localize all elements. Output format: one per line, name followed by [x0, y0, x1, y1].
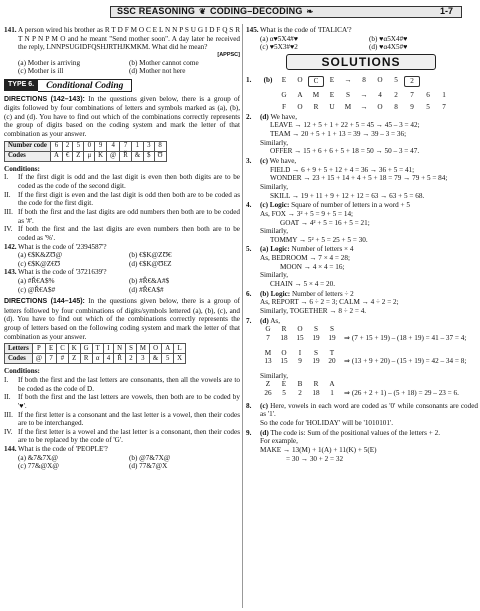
table-cell: & — [149, 354, 161, 364]
logic-label: Logic: — [270, 289, 291, 298]
table-cell: Z — [68, 354, 80, 364]
table-cell: Ʊ — [154, 151, 166, 161]
table-row — [5, 151, 167, 161]
condition-number: II. — [4, 190, 11, 199]
condition-item — [4, 376, 240, 393]
answer-number: 4. — [246, 201, 252, 210]
condition-number: III. — [4, 410, 13, 419]
answer-option: (a) — [260, 245, 269, 254]
code-char: 9 — [410, 103, 414, 112]
option-c: (c) @Ř€A$# — [18, 285, 56, 294]
table-cell: 9 — [95, 141, 107, 151]
answer-line: = 30 → 30 + 2 = 32 — [286, 454, 344, 463]
condition-item — [4, 225, 240, 242]
table-cell: T — [92, 344, 103, 354]
table-header-cell: Codes — [5, 151, 51, 161]
table-cell: N — [114, 344, 126, 354]
arrow-icon: → — [360, 103, 368, 112]
answer-line: Number of letters × 4 — [289, 245, 354, 254]
table-cell: μ — [84, 151, 95, 161]
answer-line: We have, — [270, 112, 298, 121]
option-a: (a) &7&7X@ — [18, 453, 58, 462]
number-row — [260, 389, 478, 398]
table-cell: K — [95, 151, 107, 161]
question-text: What is the code of 'ITALICA'? — [260, 26, 352, 34]
question-number: 144. — [4, 445, 17, 454]
letter-row — [260, 325, 478, 334]
number-row — [260, 334, 478, 343]
position-number: 15 — [280, 357, 288, 366]
letter: O — [281, 348, 287, 357]
answer-option: (c) — [260, 157, 268, 166]
condition-item — [4, 428, 240, 445]
code-char: U — [329, 103, 335, 112]
directions-144-145 — [4, 297, 240, 341]
right-column — [246, 26, 478, 464]
question-number: 145. — [246, 26, 259, 34]
letter: G — [265, 325, 271, 334]
page-header — [0, 0, 480, 22]
answer-line: TEAM → 20 + 5 + 1 + 13 = 39 → 39 – 3 = 36; — [270, 130, 407, 139]
condition-text: If the first digit is even and the last digit is odd then both are to be coded as the code for the first digit. — [18, 190, 240, 208]
answer-4 — [246, 201, 478, 244]
question-text: What is the code of '3721639'? — [18, 268, 107, 277]
ornament-icon: ❦ — [199, 7, 207, 16]
code-char: 5 — [426, 103, 430, 112]
table-row — [5, 344, 186, 354]
question-142 — [4, 243, 240, 252]
question-142-options — [4, 251, 240, 268]
ornament-icon: ❧ — [306, 7, 314, 16]
directions-heading: DIRECTIONS (142–143): — [4, 95, 85, 103]
code-char: 7 — [442, 103, 446, 112]
question-number: 142. — [4, 242, 17, 251]
answer-line: OFFER → 15 + 6 + 6 + 5 + 18 = 50 → 50 – 3 = 47. — [270, 147, 420, 156]
table-cell: A — [162, 344, 174, 354]
question-143 — [4, 268, 240, 277]
answer-option: (d) — [260, 112, 269, 121]
answer-line: CHAIN → 5 × 4 = 20. — [270, 280, 336, 289]
code-char: 4 — [378, 90, 382, 99]
answer-line: The code is: Sum of the positional values of the letters + 2. — [268, 428, 440, 437]
answer-number: 5. — [246, 245, 252, 254]
answer-line: WONDER → 23 + 15 + 14 + 4 + 5 + 18 = 79 → 79 + 5 = 84; — [270, 174, 448, 183]
table-cell: Z — [73, 151, 84, 161]
position-number: 2 — [298, 389, 302, 398]
question-145 — [246, 26, 478, 35]
table-cell: 2 — [62, 141, 72, 151]
answer-option: (c) — [260, 201, 268, 210]
table-cell: C — [57, 344, 69, 354]
arrow-icon: → — [360, 90, 368, 99]
left-column — [4, 26, 240, 471]
conditions-title: Conditions: — [4, 164, 40, 173]
code-char: 6 — [426, 90, 430, 99]
answer-line: Similarly, — [260, 138, 289, 147]
header-chapter: CODING–DECODING — [210, 6, 303, 16]
letter: M — [264, 348, 272, 357]
answer-2 — [246, 113, 478, 156]
letter: O — [297, 325, 303, 334]
answer-line: GOAT → 4² + 5 = 16 + 5 = 21; — [280, 218, 370, 227]
answer-7 — [246, 317, 478, 398]
type-heading — [4, 79, 240, 92]
question-text: What is the code of '2394587'? — [18, 242, 107, 251]
answer-line: As, REPORT → 6 ÷ 2 = 3; CALM → 4 ÷ 2 = 2; — [260, 298, 399, 307]
answer-number: 8. — [246, 401, 252, 410]
answer-line: As, FOX → 3² + 5 = 9 + 5 = 14; — [260, 209, 354, 218]
answer-8 — [246, 402, 478, 428]
letter: R — [313, 380, 319, 389]
table-cell: L — [174, 344, 186, 354]
number-group — [260, 334, 340, 343]
condition-text: If both the first and the last letters are vowels, then both are to be coded by '♥'. — [18, 393, 240, 410]
code-char: G — [281, 90, 287, 99]
answer-number: 1. — [246, 75, 252, 84]
code-row — [260, 91, 478, 100]
number-code-table — [4, 141, 167, 162]
condition-number: I. — [4, 173, 9, 182]
header-title — [117, 6, 317, 17]
answer-option: (b) — [260, 289, 269, 298]
option-d: (d) €$K@ƱƐZ — [129, 259, 172, 268]
type-title: Conditional Coding — [38, 79, 132, 92]
table-cell: € — [62, 151, 72, 161]
letter: Z — [265, 380, 271, 389]
table-row — [5, 141, 167, 151]
table-cell: 5 — [73, 141, 84, 151]
answer-body — [260, 76, 478, 112]
option-d: (d) #Ř€A$# — [129, 285, 164, 294]
code-char: C — [308, 76, 324, 87]
answer-option: (d) — [260, 428, 269, 437]
code-row — [260, 103, 478, 112]
answer-3 — [246, 157, 478, 200]
answer-body — [260, 290, 478, 316]
table-cell: Ř — [114, 354, 126, 364]
table-cell: R — [80, 354, 92, 364]
page-number: 1-7 — [440, 6, 454, 16]
option-d: (d) Mother not here — [129, 67, 186, 76]
question-number: 141. — [4, 26, 17, 34]
code-char: A — [297, 90, 303, 99]
code-char: O — [377, 75, 383, 84]
answer-line: ⇒ (13 + 9 + 20) – (15 + 19) = 42 – 34 = 8; — [344, 357, 467, 366]
question-141 — [4, 26, 240, 52]
letter: R — [281, 325, 287, 334]
position-number: 26 — [264, 389, 272, 398]
letter-code-table — [4, 343, 186, 364]
code-char: 5 — [394, 75, 398, 84]
table-header-cell: Number code — [5, 141, 51, 151]
conditions-title: Conditions: — [4, 367, 40, 376]
answer-line: FIELD → 6 + 9 + 5 + 12 + 4 = 36 → 36 + 5 = 41; — [270, 165, 415, 174]
table-cell: 0 — [84, 141, 95, 151]
question-144 — [4, 445, 240, 454]
condition-number: III. — [4, 207, 13, 216]
type-label: TYPE 6. — [4, 79, 38, 91]
option-a: (a) #Ř€A$% — [18, 277, 55, 286]
table-cell: # — [57, 354, 69, 364]
answer-line: SKILL → 19 + 11 + 9 + 12 + 12 = 63 → 63 + 5 = 68. — [270, 191, 425, 200]
answer-line: Similarly, — [260, 371, 289, 380]
table-cell: G — [80, 344, 92, 354]
code-char: E — [329, 90, 335, 99]
code-row — [260, 76, 478, 87]
code-char: O — [297, 75, 303, 84]
option-c: (c) ♥5X3#♥2 — [260, 43, 298, 52]
table-cell: 3 — [136, 354, 149, 364]
option-d: (d) ♥α4X5#♥ — [369, 43, 408, 52]
table-cell: O — [149, 344, 161, 354]
answer-line: MOON → 4 × 4 = 16; — [280, 262, 345, 271]
answer-line: Square of number of letters in a word + 5 — [289, 201, 410, 210]
column-divider — [242, 24, 243, 608]
table-cell: & — [131, 151, 143, 161]
answer-line: For example, — [260, 437, 298, 446]
code-char: R — [313, 103, 319, 112]
letter: E — [281, 380, 287, 389]
code-char: O — [297, 103, 303, 112]
number-group — [260, 389, 340, 398]
answer-6 — [246, 290, 478, 316]
code-char: O — [377, 103, 383, 112]
table-cell: Ř — [120, 151, 132, 161]
letter: T — [329, 348, 335, 357]
option-a: (a) α♥5X4#♥ — [260, 34, 299, 43]
condition-number: IV. — [4, 225, 13, 234]
condition-item — [4, 191, 240, 208]
condition-number: I. — [4, 375, 9, 384]
question-145-options — [246, 35, 478, 52]
answer-line: Similarly, — [260, 182, 289, 191]
answer-body — [260, 201, 478, 244]
code-char: F — [282, 103, 286, 112]
answer-body — [260, 157, 478, 200]
letter-row — [260, 349, 478, 358]
letter: S — [330, 325, 334, 334]
position-number: 9 — [298, 357, 302, 366]
answer-line: ⇒ (26 + 2 + 1) – (5 + 18) = 29 – 23 = 6. — [344, 389, 459, 398]
table-cell: S — [126, 344, 137, 354]
header-section: SSC REASONING — [117, 6, 196, 16]
option-c: (c) 77&@X@ — [18, 462, 59, 471]
table-header-cell: Codes — [5, 354, 33, 364]
arrow-icon: → — [344, 75, 352, 84]
table-cell: 3 — [144, 141, 154, 151]
code-char: 1 — [442, 90, 446, 99]
condition-text: If the first letter is a vowel and the last letter is a consonant, then their codes are to be replaced by the code of 'G'. — [18, 427, 240, 445]
position-number: 1 — [330, 389, 334, 398]
option-b: (b) ♥α5X4#♥ — [369, 34, 408, 43]
position-number: 19 — [312, 357, 320, 366]
table-header-cell: Letters — [5, 344, 33, 354]
code-char: 8 — [362, 75, 366, 84]
answer-5 — [246, 245, 478, 288]
table-cell: M — [136, 344, 149, 354]
answer-body — [260, 429, 478, 464]
option-c: (c) Mother is ill — [18, 67, 64, 76]
table-row — [5, 354, 186, 364]
table-cell: I — [103, 344, 113, 354]
answer-line: TOMMY → 5² + 5 = 25 + 5 = 30. — [270, 235, 368, 244]
position-number: 7 — [266, 333, 270, 342]
answer-line: Number of letters ÷ 2 — [290, 289, 354, 298]
answer-line: As, — [270, 316, 280, 325]
table-cell: E — [46, 344, 57, 354]
number-row — [260, 357, 478, 366]
answer-body — [260, 317, 478, 398]
answer-body — [260, 113, 478, 156]
answer-line: ⇒ (7 + 15 + 19) – (18 + 19) = 41 – 37 = 4; — [344, 333, 467, 342]
answer-option: (c) — [260, 401, 268, 410]
option-b: (b) Mother cannot come — [129, 58, 199, 67]
answer-number: 3. — [246, 157, 252, 166]
question-number: 143. — [4, 268, 17, 277]
table-cell: P — [32, 344, 45, 354]
option-a: (a) €$K&ZƱ@ — [18, 251, 63, 260]
condition-number: IV. — [4, 427, 13, 436]
condition-text: If both the first and the last letters are consonants, then all the vowels are to be coded as the code of D. — [18, 375, 240, 393]
answer-option: (d) — [260, 316, 269, 325]
table-cell: X — [174, 354, 186, 364]
solutions-title: SOLUTIONS — [286, 54, 436, 70]
answer-body — [260, 245, 478, 288]
condition-number: II. — [4, 393, 11, 402]
question-144-options — [4, 454, 240, 471]
question-text: A person wired his brother as R T D F M O C E L N N P S U G I D F Q S R T N P N P M O and he meant "Send mother soon". A day later he received the reply, LNNPSUGIDFQSHJRTHJKMKM. What did he mean? — [18, 26, 240, 52]
answer-line: Similarly, — [260, 271, 289, 280]
position-number: 19 — [328, 333, 336, 342]
letter-row — [260, 380, 478, 389]
code-char: E — [329, 75, 335, 84]
answer-number: 9. — [246, 428, 252, 437]
number-group — [260, 357, 340, 366]
position-number: 15 — [296, 333, 304, 342]
condition-item — [4, 173, 240, 190]
table-cell: 4 — [103, 354, 113, 364]
answer-line: LEAVE → 12 + 5 + 1 + 22 + 5 = 45 → 45 – 3 = 42; — [270, 121, 420, 130]
condition-item — [4, 208, 240, 225]
directions-142-143 — [4, 95, 240, 139]
answer-1 — [246, 76, 478, 112]
option-b: (b) #Ř€&A#$ — [129, 277, 170, 286]
condition-text: If both the first and the last digits are even numbers then both are to be coded as '%'. — [18, 225, 240, 242]
code-char: 7 — [410, 90, 414, 99]
code-char: 2 — [404, 76, 420, 87]
directions-text: In the questions given below, there is a group of digits followed by four combinations of letters and symbols marked as (a), (b), (c) and (d). You have to find out which of the combinations correctly represents the group of digits based on the coding system and mark the letter of that combination as your answer. — [4, 94, 241, 139]
answer-number: 2. — [246, 112, 252, 121]
table-cell: @ — [32, 354, 45, 364]
code-char: M — [344, 103, 352, 112]
letter: B — [297, 380, 303, 389]
code-char: E — [281, 75, 287, 84]
logic-label: Logic: — [269, 201, 290, 210]
table-cell: K — [68, 344, 80, 354]
answer-number: 6. — [246, 289, 252, 298]
answer-line: So the code for 'HOLIDAY' will be '1010101'. — [260, 418, 394, 427]
letter: A — [329, 380, 335, 389]
table-cell: @ — [107, 151, 120, 161]
position-number: 18 — [280, 333, 288, 342]
answer-line: As, BEDROOM → 7 × 4 = 28; — [260, 254, 350, 263]
letter: I — [298, 348, 302, 357]
directions-heading: DIRECTIONS (144–145): — [4, 298, 85, 306]
position-number: 18 — [312, 389, 320, 398]
code-char: 2 — [394, 90, 398, 99]
table-cell: 6 — [50, 141, 62, 151]
option-b: (b) €$K@ZƱ€ — [129, 251, 172, 260]
answer-line: MAKE → 13(M) + 1(A) + 11(K) + 5(E) — [260, 445, 377, 454]
answer-line: Similarly, TOGETHER → 8 ÷ 2 = 4. — [260, 306, 367, 315]
option-d: (d) 77&7@X — [129, 462, 168, 471]
table-cell: 4 — [107, 141, 120, 151]
code-char: 8 — [394, 103, 398, 112]
code-char: M — [312, 90, 320, 99]
question-143-options — [4, 277, 240, 294]
option-a: (a) Mother is arriving — [18, 58, 81, 67]
answer-line: Here, vowels in each word are coded as '0' while consonants are coded as '1'. — [260, 401, 478, 419]
answer-number: 7. — [246, 316, 252, 325]
source-tag: [APPSC] — [217, 51, 240, 58]
table-cell: 8 — [154, 141, 166, 151]
condition-item — [4, 393, 240, 410]
table-cell: 2 — [126, 354, 137, 364]
code-char: S — [346, 90, 350, 99]
answer-9 — [246, 429, 478, 464]
position-number: 5 — [282, 389, 286, 398]
position-number: 19 — [312, 333, 320, 342]
letter: S — [314, 348, 318, 357]
answer-line: Similarly, — [260, 227, 289, 236]
directions-text: In the questions given below, there is a group of letters followed by four combinations of digits/symbols lettered (a), (b), (c), and (d). You have to find out which of the combinations correctly represents the group of letters based on the following coding system and mark the letter of that combination as your answer. — [4, 297, 241, 341]
table-cell: 1 — [131, 141, 143, 151]
answer-body — [260, 402, 478, 428]
answer-line: We have, — [269, 157, 297, 166]
table-cell: $ — [144, 151, 154, 161]
position-number: 20 — [328, 357, 336, 366]
table-cell: α — [92, 354, 103, 364]
letter: S — [314, 325, 318, 334]
condition-text: If the first letter is a consonant and the last letter is a vowel, then their codes are to be interchanged. — [18, 410, 240, 428]
answer-option: (b) — [263, 75, 273, 84]
logic-label: Logic: — [270, 245, 290, 254]
condition-text: If both the first and the last digits are odd numbers then both are to be coded as '#'. — [18, 207, 240, 225]
condition-item — [4, 411, 240, 428]
table-cell: 7 — [46, 354, 57, 364]
option-b: (b) @7&7X@ — [129, 453, 171, 462]
position-number: 13 — [264, 357, 272, 366]
question-141-options — [4, 59, 240, 76]
table-cell: 7 — [120, 141, 132, 151]
question-text: What is the code of 'PEOPLE'? — [18, 445, 108, 454]
condition-text: If the first digit is odd and the last digit is even then both digits are to be coded as the code of the second digit. — [18, 173, 240, 191]
table-cell: A — [50, 151, 62, 161]
table-cell: 5 — [162, 354, 174, 364]
option-c: (c) €$K@Z€Ʊ — [18, 259, 61, 268]
